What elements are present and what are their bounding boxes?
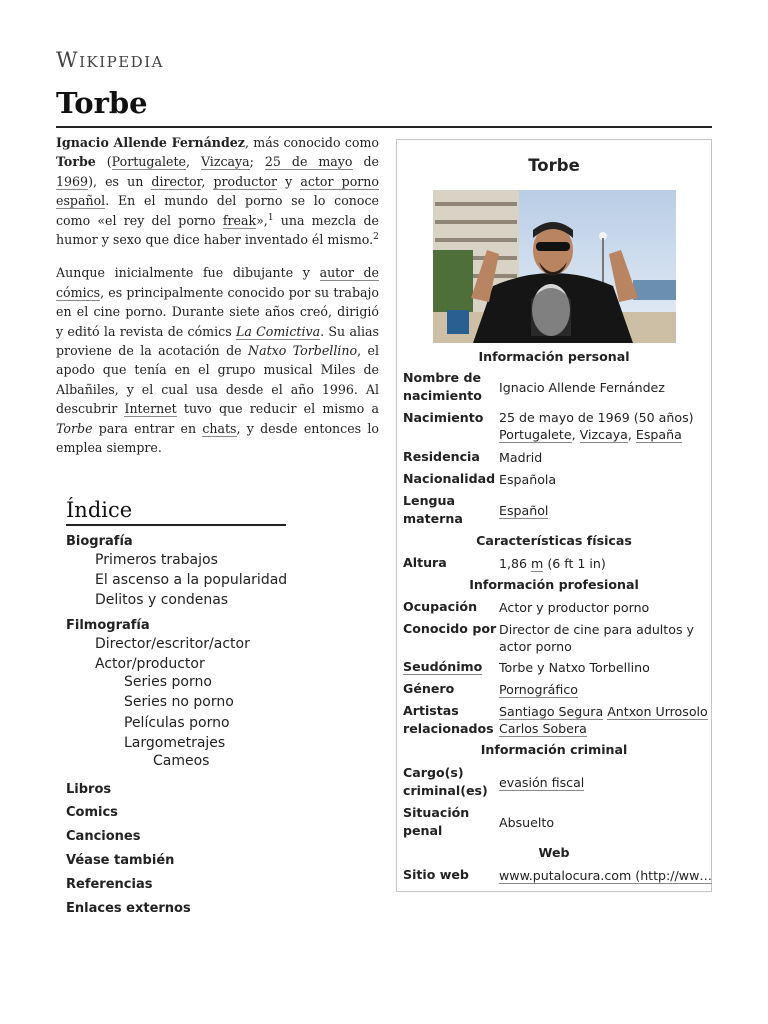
- label-residencia: Residencia: [403, 449, 480, 464]
- paragraph-text: , y desde entonces lo emplea siempre.: [56, 420, 379, 456]
- value-conocido: Director de cine para adultos y actor porno: [499, 622, 694, 654]
- paragraph-text: Natxo Torbellino: [248, 343, 358, 359]
- toc-item[interactable]: Enlaces externos: [66, 901, 191, 916]
- birth-place: Portugalete, Vizcaya, España: [499, 427, 682, 442]
- toc-item[interactable]: Director/escritor/actor: [95, 636, 250, 652]
- paragraph-text: ,: [201, 173, 214, 189]
- paragraph-text: Aunque inicialmente fue dibujante y: [56, 265, 320, 281]
- value-nacimiento: [499, 409, 709, 443]
- label-conocido: Conocido por: [403, 621, 497, 636]
- article-link[interactable]: director: [151, 173, 202, 189]
- link-putalocura[interactable]: www.putalocura.com (http://ww…: [499, 868, 712, 883]
- toc-heading: Índice: [66, 498, 286, 526]
- toc-item[interactable]: Series no porno: [124, 694, 234, 710]
- article-link[interactable]: autor de cómics: [56, 265, 379, 300]
- link-pornografico[interactable]: Pornográfico: [499, 682, 578, 697]
- paragraph-text: Torbe: [56, 154, 96, 170]
- link-santiago-segura[interactable]: Santiago Segura: [499, 704, 604, 719]
- article-link[interactable]: freak: [222, 212, 257, 228]
- link-espanol[interactable]: Español: [499, 503, 549, 518]
- link-portugalete[interactable]: Portugalete: [499, 427, 572, 442]
- label-artistas: Artistas relacionados: [403, 703, 494, 736]
- article-link[interactable]: actor porno: [300, 173, 379, 189]
- section-profesional: Información profesional: [469, 577, 639, 592]
- link-metro[interactable]: m: [531, 556, 544, 571]
- article-link[interactable]: español: [56, 193, 106, 209]
- toc-item[interactable]: Actor/productor: [95, 656, 205, 672]
- reference-note[interactable]: 2: [373, 231, 379, 242]
- infobox-title: Torbe: [528, 156, 580, 175]
- reference-note[interactable]: 1: [267, 212, 274, 223]
- paragraph-text: Torbe: [56, 420, 93, 436]
- link-evasion-fiscal[interactable]: evasión fiscal: [499, 775, 585, 790]
- label-sitio-web: Sitio web: [403, 867, 469, 882]
- toc-item[interactable]: Biografía: [66, 534, 133, 549]
- link-espana[interactable]: España: [635, 427, 682, 442]
- label-situacion: Situación penal: [403, 805, 470, 838]
- value-situacion: Absuelto: [499, 815, 555, 830]
- toc-item[interactable]: Cameos: [153, 753, 210, 769]
- title-divider: [56, 126, 712, 128]
- paragraph-text: una mezcla de humor y sexo que dice haber inventado él mismo.: [56, 212, 379, 248]
- value-altura: [499, 555, 709, 572]
- paragraph-text: , es principalmente conocido por su trabajo en el cine porno. Durante siete años creó, dirigió y editó la revista de cómics: [56, 284, 379, 339]
- value-cargos: [499, 774, 709, 791]
- label-nacimiento: Nacimiento: [403, 410, 484, 425]
- toc-item[interactable]: Libros: [66, 782, 112, 797]
- label-genero: Género: [403, 681, 455, 696]
- table-of-contents: [66, 498, 286, 932]
- article-intro: [56, 133, 379, 472]
- page-title: Torbe: [56, 86, 148, 120]
- height-number: 1,86: [499, 556, 532, 571]
- infobox-photo[interactable]: [433, 190, 676, 343]
- wikipedia-logo[interactable]: Wikipedia: [56, 48, 164, 72]
- toc-item[interactable]: Véase también: [66, 853, 175, 868]
- link-antxon-urrosolo[interactable]: Antxon Urrosolo: [607, 704, 708, 719]
- article-link[interactable]: chats: [202, 420, 237, 436]
- portrait-image: [433, 190, 676, 343]
- paragraph-text: para entrar en: [92, 420, 203, 436]
- paragraph-text: y: [277, 173, 301, 189]
- value-genero: [499, 681, 709, 698]
- article-link[interactable]: Internet: [124, 401, 177, 417]
- label-seudonimo[interactable]: [403, 658, 498, 676]
- label-altura: Altura: [403, 555, 447, 570]
- article-link[interactable]: Vizcaya: [200, 154, 250, 170]
- paragraph-text: »,: [256, 212, 268, 228]
- label-ocupacion: Ocupación: [403, 599, 478, 614]
- infobox: [396, 139, 712, 892]
- toc-item[interactable]: El ascenso a la popularidad: [95, 572, 288, 588]
- paragraph-text: . Su alias proviene de la acotación de: [56, 323, 380, 359]
- toc-item[interactable]: Filmografía: [66, 618, 150, 633]
- label-nacionalidad: Nacionalidad: [403, 471, 496, 486]
- label-nombre: Nombre de nacimiento: [403, 370, 482, 403]
- toc-item[interactable]: Comics: [66, 805, 118, 820]
- height-imperial: (6 ft 1 in): [543, 556, 606, 571]
- value-residencia: Madrid: [499, 450, 543, 465]
- paragraph-text: ,: [185, 154, 201, 170]
- link-seudonimo[interactable]: Seudónimo: [403, 659, 483, 674]
- paragraph-text: , el apodo que tenía en el grupo musical Miles de Albañiles, y el cual usa desde el año 1996. Al descubrir: [56, 343, 379, 417]
- value-seudonimo: Torbe y Natxo Torbellino: [499, 660, 650, 675]
- toc-item[interactable]: Referencias: [66, 877, 153, 892]
- toc-list: [66, 532, 286, 932]
- value-artistas: [499, 703, 709, 737]
- toc-item[interactable]: Películas porno: [124, 715, 230, 731]
- link-vizcaya[interactable]: Vizcaya: [579, 427, 628, 442]
- birth-date: 25 de mayo de 1969 (50 años): [499, 410, 694, 425]
- paragraph-text: ), es un: [88, 173, 152, 189]
- paragraph-text: de: [352, 154, 379, 170]
- section-web: Web: [538, 845, 570, 860]
- paragraph-text: tuvo que reducir el mismo a: [176, 401, 379, 417]
- value-nombre: Ignacio Allende Fernández: [499, 380, 665, 395]
- article-link[interactable]: Portugalete: [111, 154, 186, 170]
- toc-item[interactable]: Largometrajes: [124, 735, 226, 751]
- paragraph-text: (: [95, 154, 112, 170]
- label-lengua: Lengua materna: [403, 493, 463, 526]
- toc-item[interactable]: Series porno: [124, 674, 212, 690]
- intro-paragraph-2: [56, 263, 379, 457]
- section-criminal: Información criminal: [480, 742, 628, 757]
- toc-item[interactable]: Canciones: [66, 829, 141, 844]
- intro-paragraph-1: [56, 133, 379, 249]
- value-lengua: [499, 502, 709, 519]
- paragraph-text: ;: [249, 154, 265, 170]
- toc-item[interactable]: Primeros trabajos: [95, 552, 218, 568]
- section-personal: Información personal: [478, 349, 630, 364]
- article-link[interactable]: 25 de mayo: [264, 154, 353, 170]
- value-nacionalidad: Española: [499, 472, 557, 487]
- article-link[interactable]: 1969: [56, 173, 89, 189]
- section-fisicas: Características físicas: [476, 533, 632, 548]
- link-carlos-sobera[interactable]: Carlos Sobera: [499, 721, 587, 736]
- toc-item[interactable]: Delitos y condenas: [95, 592, 229, 608]
- article-link[interactable]: productor: [213, 173, 277, 189]
- paragraph-text: . En el mundo del porno se lo conoce como «el rey del porno: [56, 193, 379, 228]
- paragraph-text: Ignacio Allende Fernández: [56, 135, 245, 150]
- label-cargos: Cargo(s) criminal(es): [403, 765, 488, 798]
- paragraph-text: , más conocido como: [244, 135, 380, 150]
- value-ocupacion: Actor y productor porno: [499, 600, 650, 615]
- article-link[interactable]: La Comictiva: [235, 323, 321, 339]
- value-sitio-web[interactable]: [499, 867, 712, 884]
